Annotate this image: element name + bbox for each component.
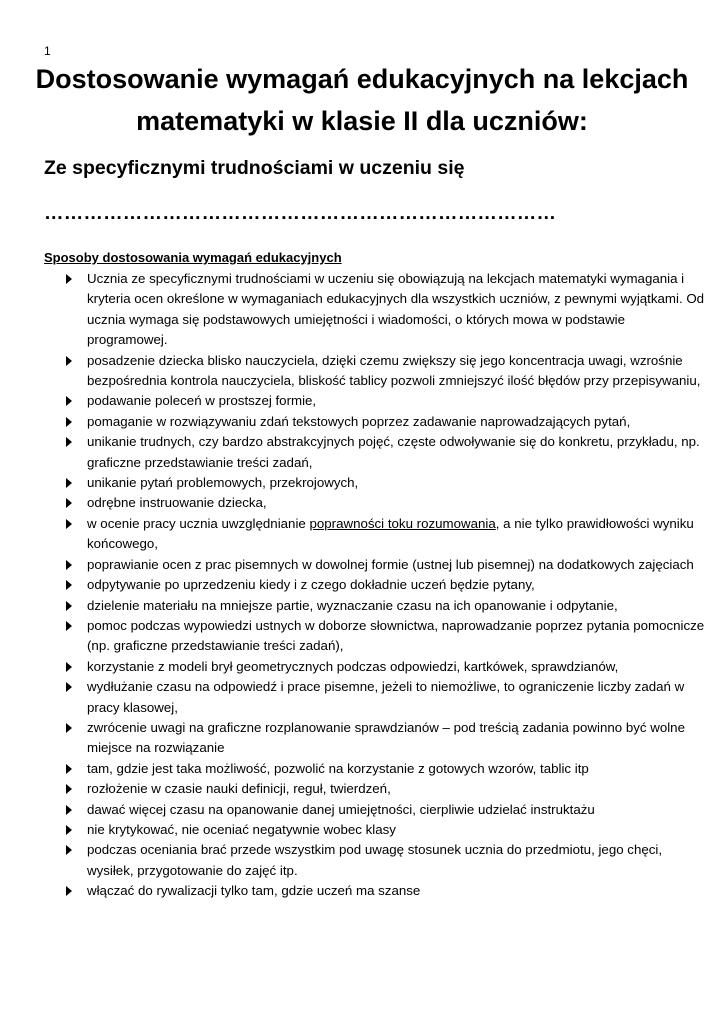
adaptation-list: [66, 269, 706, 902]
list-item-text: Ucznia ze specyficznymi trudnościami w uczeniu się obowiązują na lekcjach matematyki wymagania i kryteria ocen określone w wymaganiach edukacyjnych dla wszystkich uczniów, z pewnymi wyjątkami. Od ucznia wymaga się podstawowych umiejętności i wiadomości, o których mowa w podstawie programowej.: [87, 271, 705, 348]
list-item-text: zwrócenie uwagi na graficzne rozplanowanie sprawdzianów – pod treścią zadania powinno być wolne miejsce na rozwiązanie: [87, 719, 685, 756]
list-item: [66, 514, 706, 555]
list-item: [66, 473, 706, 493]
triangle-bullet-icon: [66, 498, 72, 508]
list-item-text: posadzenie dziecka blisko nauczyciela, dzięki czemu zwiększy się jego koncentracja uwagi, wzrośnie bezpośrednia kontrola nauczyciela, bliskość tablicy pozwoli zmniejszyć ilość błędów przy przepisywaniu,: [87, 352, 701, 389]
triangle-bullet-icon: [66, 845, 72, 855]
list-item: [66, 677, 706, 718]
list-item-text: rozłożenie w czasie nauki definicji, reguł, twierdzeń,: [87, 781, 391, 797]
list-item: [66, 657, 706, 677]
section-heading: Sposoby dostosowania wymagań edukacyjnych: [44, 250, 342, 265]
document-subtitle: Ze specyficznymi trudnościami w uczeniu się: [44, 157, 465, 179]
list-item: [66, 596, 706, 616]
list-item-text: poprawianie ocen z prac pisemnych w dowolnej formie (ustnej lub pisemnej) na dodatkowych zajęciach: [87, 556, 694, 572]
list-item-text: unikanie pytań problemowych, przekrojowych,: [87, 475, 359, 491]
list-item: [66, 616, 706, 657]
title-line-1: Dostosowanie wymagań edukacyjnych na lekcjach: [35, 64, 689, 94]
list-item: [66, 759, 706, 779]
list-item-text: wydłużanie czasu na odpowiedź i prace pisemne, jeżeli to niemożliwe, to ograniczenie liczby zadań w pracy klasowej,: [87, 679, 685, 715]
list-item-text: nie krytykować, nie oceniać negatywnie wobec klasy: [87, 821, 396, 837]
triangle-bullet-icon: [66, 682, 72, 692]
list-item: [66, 412, 706, 432]
underlined-phrase: poprawności toku rozumowania: [309, 515, 496, 531]
list-item-text-after: , a nie tylko prawidłowości wyniku końcowego,: [87, 515, 694, 552]
list-item: [66, 800, 706, 820]
list-item-text: pomoc podczas wypowiedzi ustnych w doborze słownictwa, naprowadzanie poprzez pytania pomocnicze (np. graficzne przedstawianie treści zadań),: [87, 617, 705, 654]
list-item-text: włączać do rywalizacji tylko tam, gdzie uczeń ma szanse: [87, 883, 421, 899]
list-item: [66, 391, 706, 411]
list-item: [66, 575, 706, 595]
list-item: [66, 881, 706, 901]
list-item-text: unikanie trudnych, czy bardzo abstrakcyjnych pojęć, częste odwoływanie się do konkretu, przykładu, np. graficzne przedstawianie treści zadań,: [87, 434, 700, 470]
triangle-bullet-icon: [66, 805, 72, 815]
triangle-bullet-icon: [66, 356, 72, 366]
triangle-bullet-icon: [66, 519, 72, 529]
list-item: [66, 432, 706, 473]
triangle-bullet-icon: [66, 784, 72, 794]
list-item: [66, 779, 706, 799]
list-item: [66, 493, 706, 513]
list-item: [66, 269, 706, 351]
list-item: [66, 820, 706, 840]
triangle-bullet-icon: [66, 621, 72, 631]
triangle-bullet-icon: [66, 723, 72, 733]
list-item-text: dawać więcej czasu na opanowanie danej umiejętności, cierpliwie udzielać instruktażu: [87, 801, 595, 817]
document-title: [30, 58, 694, 142]
triangle-bullet-icon: [66, 764, 72, 774]
list-item: [66, 840, 706, 881]
dotted-placeholder-line: ……………………………………………………………………: [44, 202, 557, 224]
triangle-bullet-icon: [66, 417, 72, 427]
triangle-bullet-icon: [66, 662, 72, 672]
list-item-text: podczas oceniania brać przede wszystkim pod uwagę stosunek ucznia do przedmiotu, jego chęci, wysiłek, przygotowanie do zajęć itp.: [87, 842, 663, 878]
list-item-text-before: w ocenie pracy ucznia uwzględnianie: [87, 515, 310, 531]
list-item: [66, 555, 706, 575]
list-item-text: podawanie poleceń w prostszej formie,: [87, 393, 317, 409]
list-item-text: korzystanie z modeli brył geometrycznych podczas odpowiedzi, kartkówek, sprawdzianów,: [87, 658, 619, 674]
list-item-text: odrębne instruowanie dziecka,: [87, 495, 267, 511]
triangle-bullet-icon: [66, 437, 72, 447]
triangle-bullet-icon: [66, 886, 72, 896]
list-item-text: dzielenie materiału na mniejsze partie, wyznaczanie czasu na ich opanowanie i odpytanie,: [87, 597, 618, 613]
list-item-text: pomaganie w rozwiązywaniu zdań tekstowych poprzez zadawanie naprowadzających pytań,: [87, 413, 631, 429]
triangle-bullet-icon: [66, 825, 72, 835]
title-line-2: matematyki w klasie II dla uczniów:: [136, 106, 588, 136]
list-item: [66, 351, 706, 392]
page-number: 1: [44, 44, 51, 58]
list-item: [66, 718, 706, 759]
triangle-bullet-icon: [66, 478, 72, 488]
list-item-text: tam, gdzie jest taka możliwość, pozwolić na korzystanie z gotowych wzorów, tablic itp: [87, 760, 589, 776]
triangle-bullet-icon: [66, 396, 72, 406]
list-item-text: odpytywanie po uprzedzeniu kiedy i z czego dokładnie uczeń będzie pytany,: [87, 577, 535, 593]
triangle-bullet-icon: [66, 601, 72, 611]
triangle-bullet-icon: [66, 560, 72, 570]
triangle-bullet-icon: [66, 580, 72, 590]
triangle-bullet-icon: [66, 274, 72, 284]
list-item-text: [87, 516, 694, 551]
